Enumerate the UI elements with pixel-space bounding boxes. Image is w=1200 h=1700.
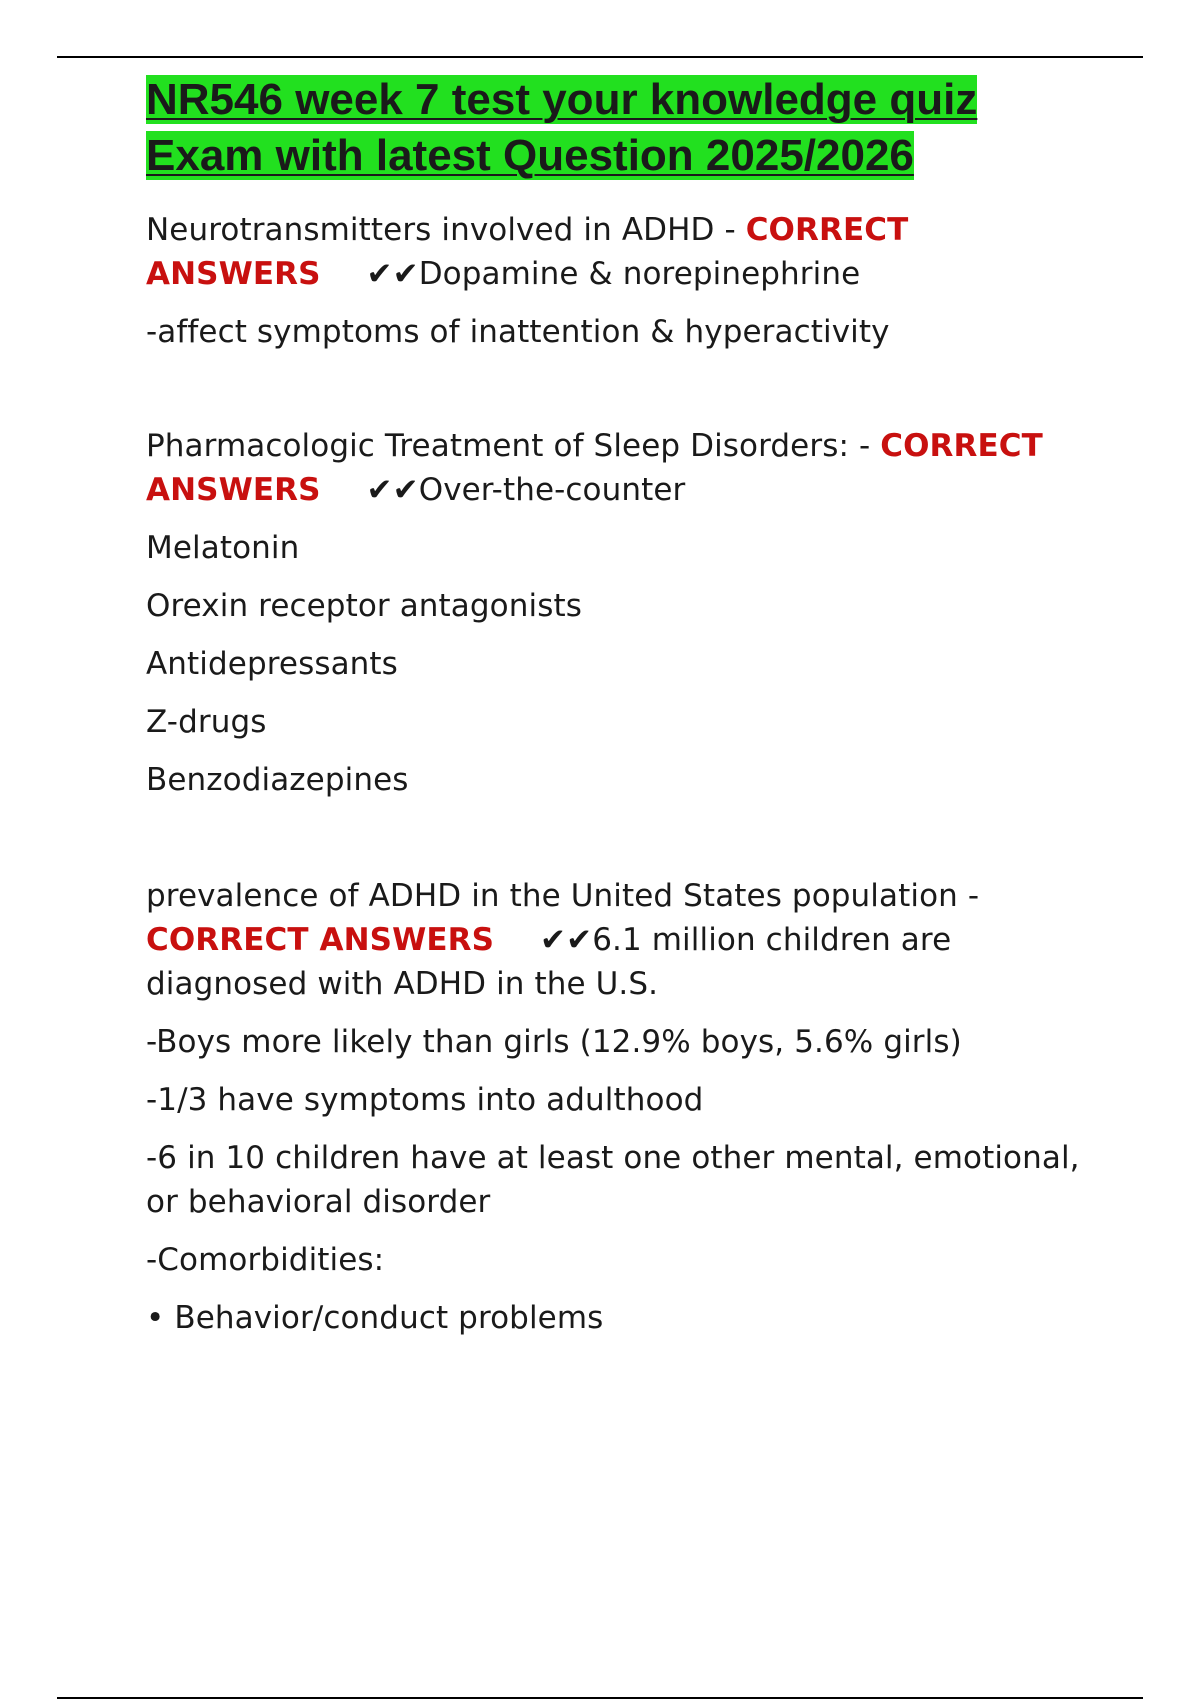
document-title: NR546 week 7 test your knowledge quiz Exam with latest Question 2025/2026 [146, 75, 978, 180]
question-line: Neurotransmitters involved in ADHD - CORRECT ANSWERS ✔✔Dopamine & norepinephrine [146, 212, 909, 292]
answer-detail: -1/3 have symptoms into adulthood [146, 1082, 704, 1118]
answer-detail: Antidepressants [146, 646, 398, 682]
answer-detail: Benzodiazepines [146, 762, 409, 798]
check-mark-icon: ✔✔ [366, 472, 419, 508]
check-mark-icon: ✔✔ [540, 922, 593, 958]
bottom-rule [57, 1697, 1143, 1699]
question-line: Pharmacologic Treatment of Sleep Disorders: - CORRECT ANSWERS ✔✔Over-the-counter [146, 428, 1043, 508]
qa-item-adhd-prevalence [146, 874, 1106, 1340]
correct-answers-label: CORRECT ANSWERS [146, 428, 1043, 508]
answer-detail: Z-drugs [146, 704, 267, 740]
top-rule [57, 56, 1143, 58]
check-mark-icon: ✔✔ [366, 256, 419, 292]
question-line: prevalence of ADHD in the United States population - CORRECT ANSWERS ✔✔6.1 million children are diagnosed with ADHD in the U.S. [146, 878, 980, 1002]
correct-answers-label: CORRECT ANSWERS [146, 212, 909, 292]
document-page [146, 72, 1106, 1340]
answer-detail: -6 in 10 children have at least one other mental, emotional, or behavioral disorder [146, 1140, 1080, 1220]
answer-detail: Melatonin [146, 530, 300, 566]
answer-detail: -affect symptoms of inattention & hyperactivity [146, 314, 890, 350]
qa-item-sleep-disorders [146, 424, 1106, 802]
correct-answers-label: CORRECT ANSWERS [146, 922, 495, 958]
qa-item-adhd-neurotransmitters [146, 208, 1106, 354]
answer-detail: -Comorbidities: [146, 1242, 385, 1278]
bullet-item: • Behavior/conduct problems [146, 1296, 1106, 1340]
answer-detail: Orexin receptor antagonists [146, 588, 582, 624]
answer-detail: -Boys more likely than girls (12.9% boys, 5.6% girls) [146, 1024, 962, 1060]
